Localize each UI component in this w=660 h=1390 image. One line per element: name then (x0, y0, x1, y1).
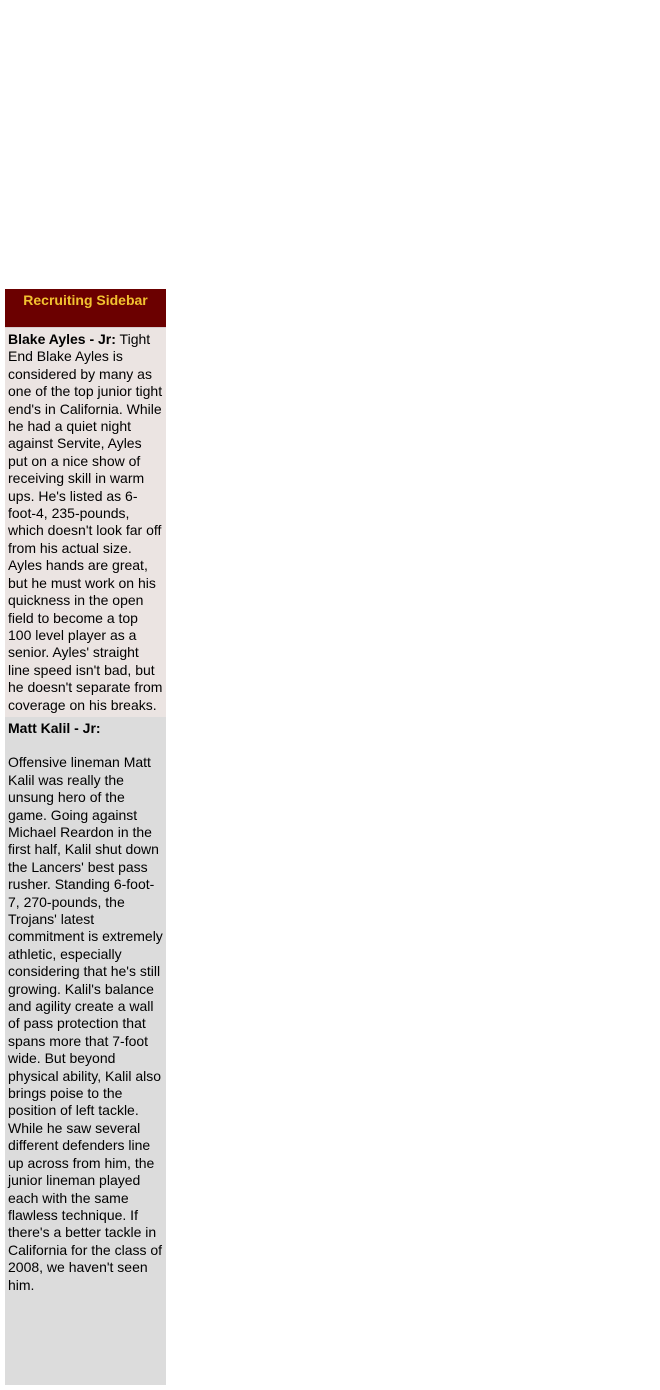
player-name: Matt Kalil - Jr: (8, 719, 101, 736)
player-entry-matt-kalil (5, 717, 166, 1297)
player-description: Offensive lineman Matt Kalil was really the unsung hero of the game. Going against Michael Reardon in the first half, Kalil shut down the Lancers' best pass rusher. Standing 6-foot-7, 270-pounds, the Trojans' latest commitment is extremely athletic, especially considering that he's still growing. Kalil's balance and agility create a wall of pass protection that spans more that 7-foot wide. But beyond physical ability, Kalil also brings poise to the position of left tackle. While he saw several different defenders line up across from him, the junior lineman played each with the same flawless technique. If there's a better tackle in California for the class of 2008, we haven't seen him. (8, 754, 163, 1293)
player-name: Blake Ayles - Jr: (8, 331, 116, 347)
paragraph-spacer (8, 737, 164, 754)
sidebar-title: Recruiting Sidebar (5, 289, 166, 328)
recruiting-sidebar (5, 289, 166, 1385)
player-description: Tight End Blake Ayles is considered by many as one of the top junior tight end's in California. While he had a quiet night against Servite, Ayles put on a nice show of receiving skill in warm ups. He's listed as 6-foot-4, 235-pounds, which doesn't look far off from his actual size. Ayles hands are great, but he must work on his quickness in the open field to become a top 100 level player as a senior. Ayles' straight line speed isn't bad, but he doesn't separate from coverage on his breaks. (8, 331, 163, 713)
player-entry-blake-ayles (5, 328, 166, 717)
